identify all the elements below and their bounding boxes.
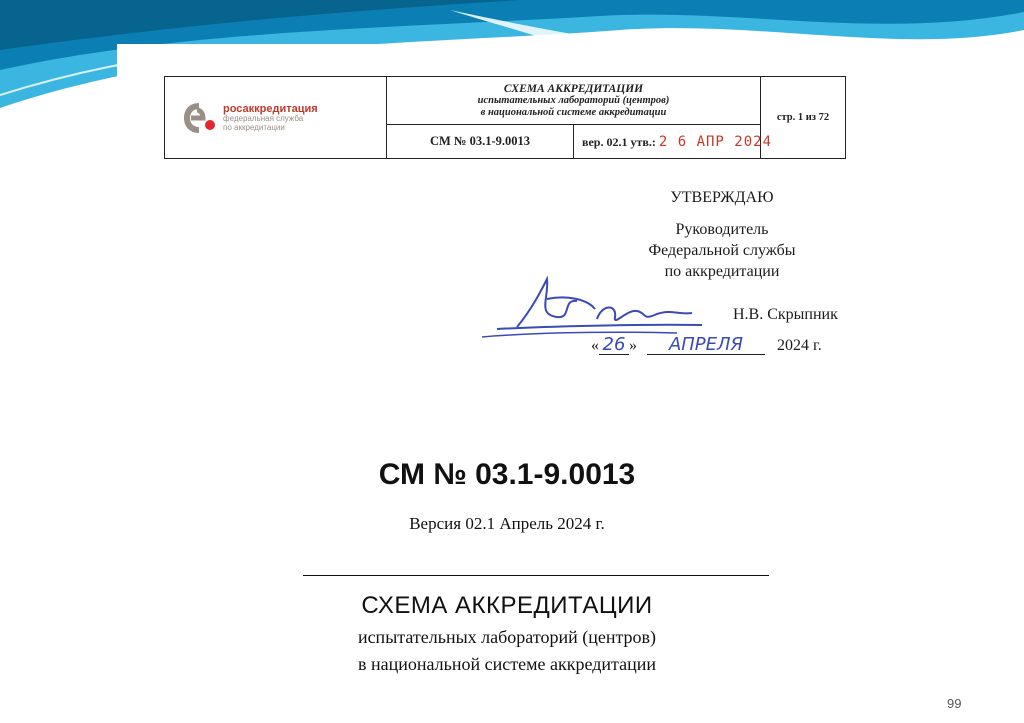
rosakkreditatsiya-logo-icon xyxy=(181,99,217,137)
approve-heading: УТВЕРЖДАЮ xyxy=(670,189,774,206)
version-label: вер. 02.1 утв.: xyxy=(582,134,656,149)
page-info: стр. 1 из 72 xyxy=(761,77,846,159)
document-subtitle-2: в национальной системе аккредитации xyxy=(358,654,656,674)
document-scheme-title: СХЕМА АККРЕДИТАЦИИ xyxy=(361,592,653,619)
cm-number-cell: СМ № 03.1-9.0013 xyxy=(387,125,574,159)
signer-name: Н.В. Скрыпник xyxy=(733,306,838,323)
approval-month: АПРЕЛЯ xyxy=(647,336,765,355)
approver-role-line3: по аккредитации xyxy=(664,263,780,280)
scheme-title-line3: в национальной системе аккредитации xyxy=(480,106,667,118)
scheme-title-line2: испытательных лабораторий (центров) xyxy=(477,94,670,106)
scheme-title-line1: СХЕМА АККРЕДИТАЦИИ xyxy=(503,82,644,95)
approval-year: 2024 г. xyxy=(777,337,822,354)
logo-name: росаккредитация xyxy=(223,102,318,115)
logo-subtitle-1: федеральная служба xyxy=(223,113,304,123)
slide-page-number: 99 xyxy=(947,696,962,711)
approval-day: 26 xyxy=(599,336,629,355)
rosakkreditatsiya-logo xyxy=(165,99,386,137)
approver-role-line2: Федеральной службы xyxy=(648,242,796,259)
title-divider xyxy=(303,575,769,576)
logo-cell xyxy=(165,77,387,159)
document-cm-title: СМ № 03.1-9.0013 xyxy=(378,458,636,491)
approver-role-line1: Руководитель xyxy=(675,221,769,238)
approval-date xyxy=(591,336,822,355)
document-version-line: Версия 02.1 Апрель 2024 г. xyxy=(409,514,605,533)
version-cell xyxy=(574,125,773,159)
approved-date-stamp: 2 6 АПР 2024 xyxy=(658,133,773,150)
quote-close: » xyxy=(629,337,637,354)
scheme-title-cell xyxy=(387,77,761,125)
document-page xyxy=(117,44,897,710)
document-header-table xyxy=(164,76,846,159)
document-subtitle-1: испытательных лабораторий (центров) xyxy=(357,627,657,647)
quote-open: « xyxy=(591,337,599,354)
logo-subtitle-2: по аккредитации xyxy=(223,122,285,132)
